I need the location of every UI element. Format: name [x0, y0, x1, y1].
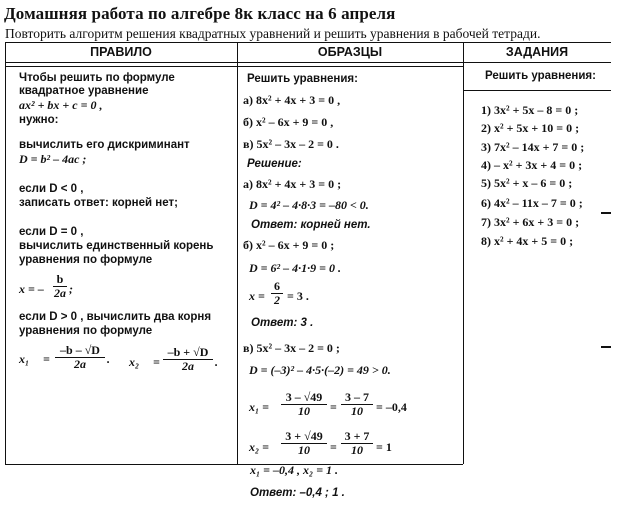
solution-c-x1-value: = –0,4 — [376, 400, 407, 414]
fraction-denominator: 10 — [298, 404, 310, 418]
solution-b-equation: б) x² – 6x + 9 = 0 ; — [243, 238, 335, 252]
rule-discriminant-formula: D = b² – 4ac ; — [19, 152, 87, 166]
fraction-denominator: 2a — [182, 359, 194, 373]
tasks-separator — [463, 90, 611, 91]
header-underline-2 — [5, 66, 463, 67]
task-item-3: 3) 7x² – 14x + 7 = 0 ; — [481, 140, 585, 154]
rule-need: нужно: — [19, 114, 59, 126]
rule-discriminant-text: вычислить его дискриминант — [19, 139, 190, 151]
column-header-tasks: ЗАДАНИЯ — [505, 45, 569, 59]
task-item-8: 8) x² + 4x + 5 = 0 ; — [481, 234, 574, 248]
page-title: Домашняя работа по алгебре 8к класс на 6 апреля — [4, 4, 396, 23]
fraction-numerator: 3 – 7 — [341, 391, 373, 405]
rule-x1-fraction — [55, 344, 105, 371]
solution-a-answer: Ответ: корней нет. — [251, 219, 371, 231]
period: . — [215, 355, 218, 369]
fraction-numerator: –b + √D — [163, 346, 213, 360]
solution-c-x2-value: = 1 — [376, 440, 392, 454]
column-header-examples: ОБРАЗЦЫ — [317, 45, 383, 59]
fraction-denominator: 10 — [351, 443, 363, 457]
fraction-numerator: 6 — [271, 280, 283, 294]
solution-label: Решение: — [247, 158, 302, 170]
task-item-5: 5) 5x² + x – 6 = 0 ; — [481, 176, 573, 190]
solution-c-x1-label: x₁ = — [249, 400, 270, 414]
rule-x2-fraction — [163, 346, 213, 373]
column-header-rule: ПРАВИЛО — [90, 45, 152, 59]
rule-case2-end: ; — [69, 282, 73, 296]
solution-a-equation: а) 8x² + 4x + 3 = 0 ; — [243, 177, 342, 191]
example-list-b: б) x² – 6x + 9 = 0 , — [243, 115, 334, 129]
fraction-denominator: 2a — [54, 286, 66, 300]
example-list-c: в) 5x² – 3x – 2 = 0 . — [243, 137, 339, 151]
examples-heading: Решить уравнения: — [247, 73, 358, 85]
period: . — [107, 352, 110, 366]
solution-b-fraction — [271, 280, 283, 307]
task-item-2: 2) x² + 5x + 10 = 0 ; — [481, 121, 580, 135]
rule-x1-label: x₁ — [19, 352, 30, 366]
solution-b-x-value: = 3 . — [287, 289, 309, 303]
example-list-a: а) 8x² + 4x + 3 = 0 , — [243, 93, 341, 107]
fraction-numerator: 3 – √49 — [281, 391, 327, 405]
solution-a-discriminant: D = 4² – 4·8·3 = –80 < 0. — [249, 198, 369, 212]
rule-case3-action: уравнения по формуле — [19, 325, 153, 337]
edge-mark — [601, 346, 611, 348]
rule-case1-action: записать ответ: корней нет; — [19, 197, 178, 209]
page-subtitle: Повторить алгоритм решения квадратных уравнений и решить уравнения в рабочей тетради. — [5, 26, 541, 41]
fraction-denominator: 10 — [298, 443, 310, 457]
rule-equation: ax² + bx + c = 0 , — [19, 98, 103, 112]
rule-case2-x: x = – — [19, 282, 44, 296]
solution-b-discriminant: D = 6² – 4·1·9 = 0 . — [249, 261, 341, 275]
fraction-numerator: –b – √D — [55, 344, 105, 358]
table-border-bottom — [5, 464, 463, 465]
rule-case2-action2: уравнения по формуле — [19, 254, 153, 266]
solution-c-x1-fraction — [281, 391, 327, 418]
task-item-4: 4) – x² + 3x + 4 = 0 ; — [481, 158, 583, 172]
solution-c-x1-fraction-2 — [341, 391, 373, 418]
rule-case1-condition: если D < 0 , — [19, 183, 84, 195]
rule-case2-fraction — [53, 273, 67, 300]
solution-c-equation: в) 5x² – 3x – 2 = 0 ; — [243, 341, 340, 355]
rule-case2-action1: вычислить единственный корень — [19, 240, 214, 252]
column-divider-1 — [237, 42, 238, 464]
solution-c-discriminant: D = (–3)² – 4·5·(–2) = 49 > 0. — [249, 363, 391, 377]
solution-c-roots: x₁ = –0,4 , x₂ = 1 . — [250, 463, 339, 477]
header-underline — [5, 62, 611, 63]
task-item-6: 6) 4x² – 11x – 7 = 0 ; — [481, 196, 583, 210]
fraction-denominator: 10 — [351, 404, 363, 418]
equals-sign: = — [330, 400, 337, 414]
solution-c-x2-label: x₂ = — [249, 440, 270, 454]
homework-table — [5, 42, 611, 464]
fraction-numerator: 3 + √49 — [281, 430, 327, 444]
table-border-left — [5, 42, 6, 464]
task-item-1: 1) 3x² + 5x – 8 = 0 ; — [481, 103, 579, 117]
rule-case3-condition: если D > 0 , вычислить два корня — [19, 311, 212, 323]
fraction-denominator: 2a — [74, 357, 86, 371]
fraction-numerator: b — [53, 273, 67, 287]
equals-sign: = — [153, 355, 160, 369]
task-item-7: 7) 3x² + 6x + 3 = 0 ; — [481, 215, 580, 229]
rule-intro-line2: квадратное уравнение — [19, 85, 149, 97]
equals-sign: = — [43, 352, 50, 366]
solution-b-x-label: x = — [249, 289, 265, 303]
rule-intro-line1: Чтобы решить по формуле — [19, 72, 175, 84]
rule-x2-label: x₂ — [129, 355, 140, 369]
fraction-denominator: 2 — [274, 293, 280, 307]
solution-b-answer: Ответ: 3 . — [251, 317, 314, 329]
rule-case2-condition: если D = 0 , — [19, 226, 84, 238]
tasks-heading: Решить уравнения: — [485, 70, 596, 82]
solution-c-x2-fraction-2 — [341, 430, 373, 457]
column-divider-2 — [463, 42, 464, 464]
equals-sign: = — [330, 440, 337, 454]
solution-c-answer: Ответ: –0,4 ; 1 . — [250, 487, 345, 499]
solution-c-x2-fraction — [281, 430, 327, 457]
edge-mark — [601, 212, 611, 214]
fraction-numerator: 3 + 7 — [341, 430, 373, 444]
